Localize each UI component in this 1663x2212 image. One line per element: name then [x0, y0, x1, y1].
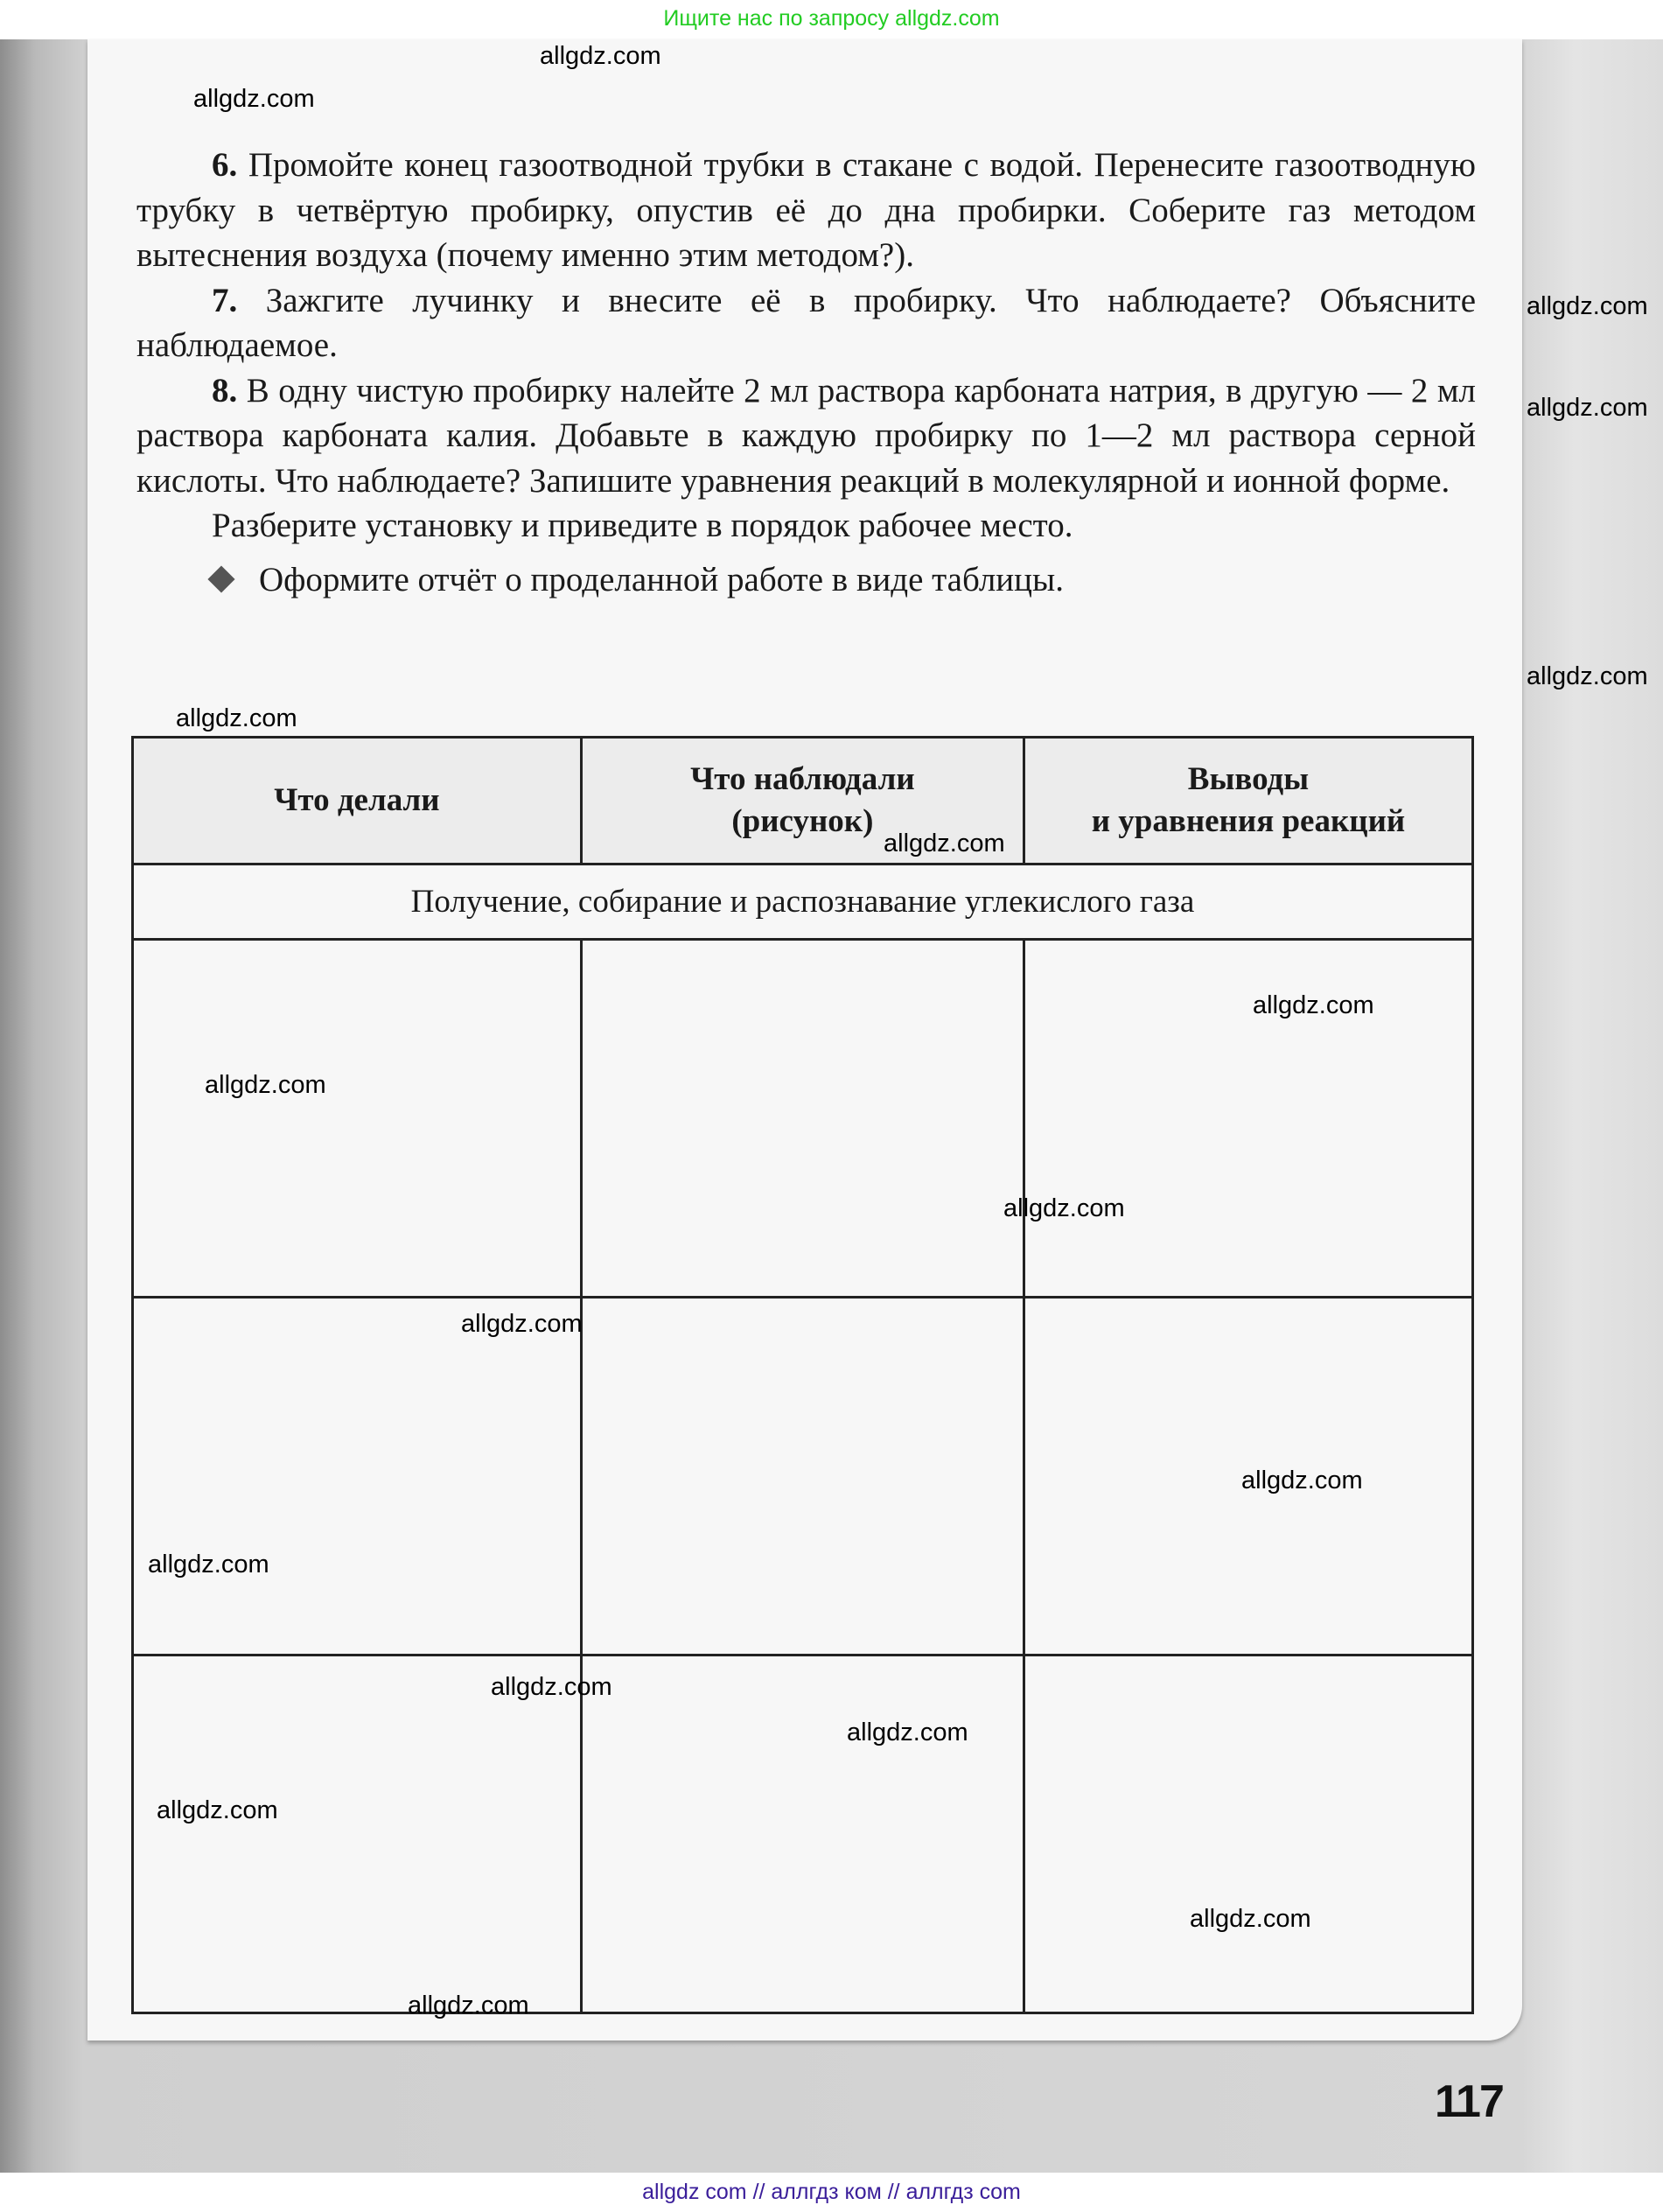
- step-number: 6.: [212, 146, 238, 184]
- watermark: allgdz.com: [461, 1310, 583, 1338]
- header-text: (рисунок): [731, 803, 874, 839]
- table-cell[interactable]: [1024, 1656, 1472, 2013]
- table-cell[interactable]: [1024, 940, 1472, 1298]
- watermark: allgdz.com: [1527, 394, 1648, 422]
- step-text: Зажгите лучинку и внесите её в пробирку. Что наблюдаете? Объясните наблюдаемое.: [136, 281, 1477, 364]
- diamond-icon: [207, 565, 234, 592]
- step-text: В одну чистую пробирку налейте 2 мл раствора карбоната натрия, в другую — 2 мл раствора карбоната калия. Добавьте в каждую пробирку по 1—2 мл раствора серной кислоты. Что наблюдаете? Запишите уравнения реакций в молекулярной и ионной форме.: [136, 371, 1477, 500]
- watermark: allgdz.com: [1003, 1194, 1125, 1222]
- watermark: allgdz.com: [408, 1992, 529, 2020]
- watermark: allgdz.com: [1241, 1466, 1363, 1494]
- watermark: allgdz.com: [847, 1718, 968, 1746]
- watermark: allgdz.com: [193, 85, 315, 113]
- watermark: allgdz.com: [157, 1796, 278, 1824]
- header-text: Что делали: [274, 782, 440, 818]
- table-cell[interactable]: [581, 940, 1024, 1298]
- table-cell[interactable]: [581, 1656, 1024, 2013]
- table-cell[interactable]: [133, 1298, 582, 1656]
- header-text: и уравнения реакций: [1091, 803, 1406, 839]
- watermark: allgdz.com: [148, 1550, 269, 1578]
- step-text: Промойте конец газоотводной трубки в стакане с водой. Перенесите газоотводную трубку в четвёртую пробирку, опустив её до дна пробирки. Соберите газ методом вытеснения воздуха (почему именно этим методом?).: [136, 146, 1476, 274]
- watermark: allgdz.com: [1527, 662, 1648, 690]
- cleanup-text: Разберите установку и приведите в порядок рабочее место.: [212, 507, 1073, 544]
- step-number: 7.: [212, 281, 238, 319]
- watermark: allgdz.com: [1253, 991, 1374, 1019]
- watermark: allgdz.com: [491, 1673, 612, 1701]
- watermark: allgdz.com: [205, 1071, 326, 1099]
- step-7: [136, 278, 1476, 368]
- table-row: [133, 1656, 1473, 2013]
- step-6: [136, 143, 1476, 278]
- top-banner[interactable]: Ищите нас по запросу allgdz.com: [663, 6, 1000, 31]
- section-title: Получение, собирание и распознавание углекислого газа: [133, 864, 1473, 940]
- step-8: [136, 368, 1476, 504]
- watermark: allgdz.com: [540, 42, 661, 70]
- table-cell[interactable]: [133, 1656, 582, 2013]
- page-number: 117: [1435, 2076, 1503, 2127]
- header-what-done: [133, 738, 582, 864]
- table-cell[interactable]: [133, 940, 582, 1298]
- watermark: allgdz.com: [176, 704, 297, 732]
- header-text: Что наблюдали: [690, 761, 915, 797]
- table-cell[interactable]: [581, 1298, 1024, 1656]
- watermark: allgdz.com: [1190, 1905, 1311, 1933]
- watermark: allgdz.com: [1527, 292, 1648, 320]
- section-row: [133, 864, 1473, 940]
- report-instruction-text: Оформите отчёт о проделанной работе в виде таблицы.: [259, 560, 1064, 598]
- watermark: allgdz.com: [884, 830, 1005, 858]
- report-instruction: [136, 557, 1476, 603]
- instructions: [136, 143, 1476, 602]
- header-text: Выводы: [1187, 761, 1310, 797]
- table-header-row: [133, 738, 1473, 864]
- header-conclusions: [1024, 738, 1472, 864]
- report-table: [131, 736, 1474, 2014]
- step-number: 8.: [212, 371, 238, 410]
- bottom-banner[interactable]: allgdz com // аллгдз ком // аллгдз com: [642, 2180, 1021, 2204]
